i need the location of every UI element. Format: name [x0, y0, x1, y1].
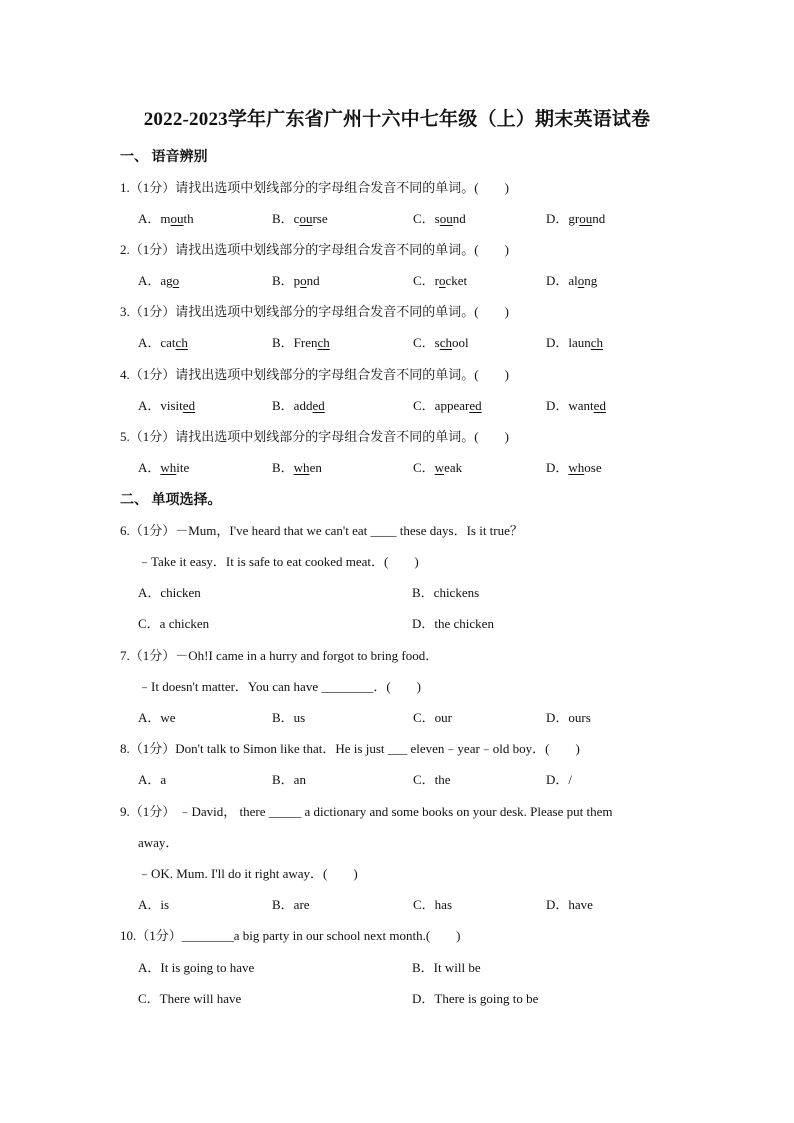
q1-option-c	[413, 208, 466, 227]
q10-option-a: A．It is going to have	[138, 960, 255, 975]
q6-option-d: D．the chicken	[412, 616, 494, 631]
word-prefix: p	[293, 273, 301, 288]
section-heading-single-choice: 二、 单项选择。	[120, 493, 222, 508]
option-letter: D．	[546, 211, 569, 226]
word-prefix: s	[434, 211, 440, 226]
underlined-letters: ou	[439, 211, 453, 226]
q5-option-a	[138, 457, 189, 476]
q10-option-c: C．There will have	[138, 991, 242, 1006]
q8-option-b: B．an	[272, 772, 306, 787]
question-9-reply: ﹣OK. Mum. I'll do it right away．( )	[138, 866, 358, 881]
option-letter: D．	[546, 335, 569, 350]
q8-option-d: D．/	[546, 772, 573, 787]
q1-option-a	[138, 208, 194, 227]
underlined-letters: ch	[590, 335, 604, 350]
word-suffix: th	[183, 211, 194, 226]
q4-option-d	[546, 395, 606, 414]
q3-option-d	[546, 332, 603, 351]
word-prefix: ag	[160, 273, 173, 288]
word-prefix: Fren	[293, 335, 318, 350]
q2-option-a	[138, 270, 179, 289]
word-prefix: c	[293, 211, 300, 226]
underlined-letters: ch	[317, 335, 330, 350]
underlined-letters: ch	[175, 335, 188, 350]
q8-option-a: A．a	[138, 772, 167, 787]
question-7-reply: ﹣It doesn't matter．You can have ________．( )	[138, 679, 422, 694]
q3-option-a	[138, 332, 188, 351]
option-letter: B．	[272, 398, 294, 413]
word-prefix: m	[160, 211, 171, 226]
option-letter: C．	[413, 460, 435, 475]
question-3-stem: 3.（1分）请找出选项中划线部分的字母组合发音不同的单词。( )	[120, 304, 509, 319]
q4-option-b	[272, 395, 325, 414]
question-1-stem: 1.（1分）请找出选项中划线部分的字母组合发音不同的单词。( )	[120, 180, 509, 195]
q9-option-c: C．has	[413, 897, 453, 912]
q7-option-d: D．ours	[546, 710, 591, 725]
underlined-letters: o	[439, 273, 446, 288]
q4-option-c	[413, 395, 482, 414]
underlined-letters: ou	[170, 211, 184, 226]
word-suffix: cket	[445, 273, 468, 288]
q7-option-c: C．our	[413, 710, 453, 725]
question-2-stem: 2.（1分）请找出选项中划线部分的字母组合发音不同的单词。( )	[120, 242, 509, 257]
option-letter: D．	[546, 398, 569, 413]
question-6-stem: 6.（1分）－Mum，I've heard that we can't eat ____ these days．Is it true？	[120, 523, 523, 538]
q6-option-c: C．a chicken	[138, 616, 210, 631]
underlined-letters: ou	[299, 211, 313, 226]
question-7-stem: 7.（1分）－Oh!I came in a hurry and forgot to bring food．	[120, 648, 439, 663]
word-suffix: eak	[444, 460, 463, 475]
q7-option-b: B．us	[272, 710, 306, 725]
option-letter: A．	[138, 398, 161, 413]
page-title: 2022-2023学年广东省广州十六中七年级（上）期末英语试卷	[143, 109, 651, 130]
underlined-letters: o	[172, 273, 180, 288]
q9-option-a: A．is	[138, 897, 170, 912]
option-letter: C．	[413, 273, 435, 288]
underlined-letters: o	[577, 273, 585, 288]
word-prefix: want	[568, 398, 594, 413]
word-suffix: nd	[306, 273, 320, 288]
word-suffix: rse	[312, 211, 328, 226]
q6-option-b: B．chickens	[412, 585, 480, 600]
underlined-letters: ed	[182, 398, 196, 413]
q9-option-d: D．have	[546, 897, 593, 912]
word-prefix: visit	[160, 398, 183, 413]
underlined-letters: wh	[160, 460, 177, 475]
option-letter: A．	[138, 460, 161, 475]
word-suffix: en	[309, 460, 322, 475]
word-suffix: nd	[452, 211, 466, 226]
option-letter: B．	[272, 335, 294, 350]
q1-option-d	[546, 208, 605, 227]
underlined-letters: ed	[593, 398, 606, 413]
underlined-letters: wh	[293, 460, 310, 475]
underlined-letters: ed	[312, 398, 325, 413]
underlined-letters: ou	[579, 211, 593, 226]
option-letter: C．	[413, 398, 435, 413]
option-letter: A．	[138, 335, 161, 350]
question-9-stem-cont: away．	[138, 835, 179, 850]
underlined-letters: o	[300, 273, 307, 288]
word-suffix: ose	[584, 460, 602, 475]
q2-option-b	[272, 270, 320, 289]
underlined-letters: ch	[439, 335, 453, 350]
question-9-stem: 9.（1分） ﹣David， there _____ a dictionary and some books on your desk. Please put them	[120, 804, 613, 819]
question-10-stem: 10.（1分）________a big party in our school next month.( )	[120, 928, 461, 943]
word-prefix: appear	[434, 398, 470, 413]
q2-option-c	[413, 270, 467, 289]
q3-option-b	[272, 332, 330, 351]
word-suffix: ng	[584, 273, 598, 288]
q5-option-c	[413, 457, 462, 476]
word-suffix: ool	[452, 335, 469, 350]
question-8-stem: 8.（1分）Don't talk to Simon like that．He is just ___ eleven﹣year﹣old boy．( )	[120, 741, 580, 756]
q5-option-b	[272, 457, 322, 476]
word-prefix: laun	[568, 335, 591, 350]
q10-option-b: B．It will be	[412, 960, 481, 975]
q2-option-d	[546, 270, 597, 289]
option-letter: B．	[272, 460, 294, 475]
q3-option-c	[413, 332, 469, 351]
option-letter: A．	[138, 211, 161, 226]
q9-option-b: B．are	[272, 897, 310, 912]
q5-option-d	[546, 457, 602, 476]
option-letter: B．	[272, 211, 294, 226]
underlined-letters: ed	[469, 398, 482, 413]
word-prefix: cat	[160, 335, 176, 350]
option-letter: C．	[413, 211, 435, 226]
section-heading-phonetics: 一、 语音辨别	[120, 150, 208, 165]
word-suffix: ite	[176, 460, 190, 475]
option-letter: D．	[546, 460, 569, 475]
underlined-letters: wh	[568, 460, 585, 475]
q7-option-a: A．we	[138, 710, 176, 725]
option-letter: D．	[546, 273, 569, 288]
word-prefix: s	[434, 335, 440, 350]
question-5-stem: 5.（1分）请找出选项中划线部分的字母组合发音不同的单词。( )	[120, 429, 509, 444]
q1-option-b	[272, 208, 328, 227]
word-prefix: add	[293, 398, 313, 413]
question-4-stem: 4.（1分）请找出选项中划线部分的字母组合发音不同的单词。( )	[120, 367, 509, 382]
q8-option-c: C．the	[413, 772, 451, 787]
option-letter: B．	[272, 273, 294, 288]
option-letter: A．	[138, 273, 161, 288]
q6-option-a: A．chicken	[138, 585, 201, 600]
word-suffix: nd	[592, 211, 606, 226]
word-prefix: gr	[568, 211, 580, 226]
underlined-letters: w	[434, 460, 445, 475]
q10-option-d: D．There is going to be	[412, 991, 539, 1006]
option-letter: C．	[413, 335, 435, 350]
q4-option-a	[138, 395, 195, 414]
question-6-reply: ﹣Take it easy．It is safe to eat cooked meat．( )	[138, 554, 419, 569]
word-prefix: r	[434, 273, 440, 288]
word-prefix: al	[568, 273, 578, 288]
